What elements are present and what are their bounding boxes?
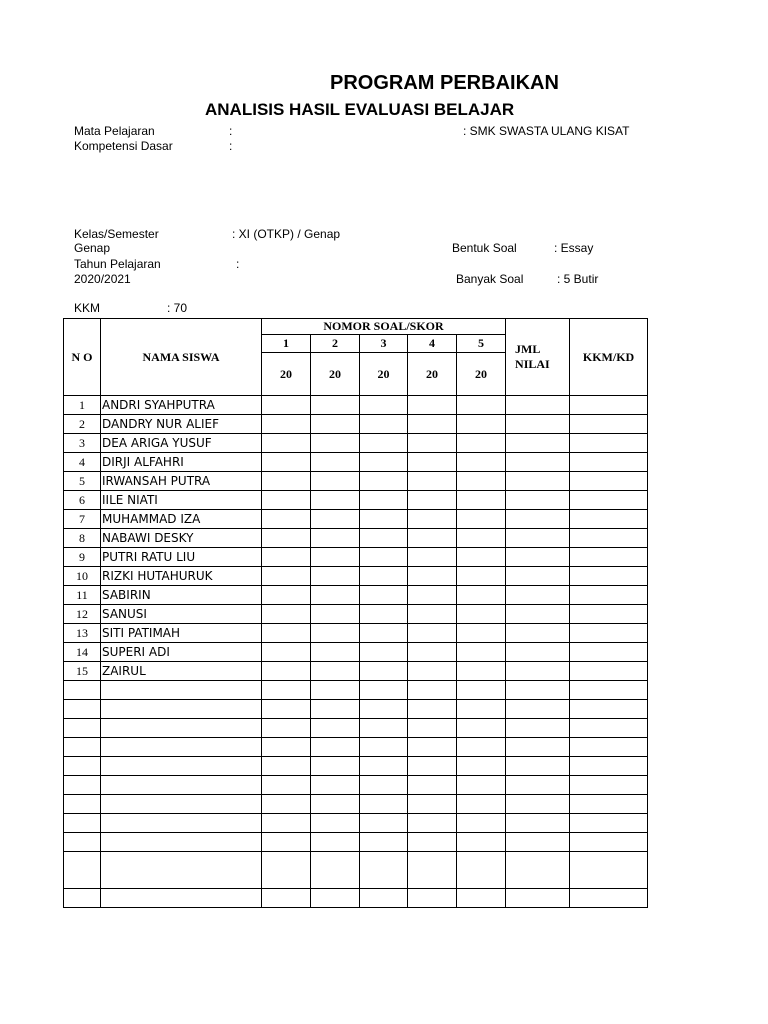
score-cell	[408, 529, 457, 548]
jml-nilai-cell	[506, 662, 570, 681]
kelas-label: Kelas/Semester	[74, 227, 159, 241]
tahun-colon: :	[236, 257, 240, 271]
row-number: 6	[64, 491, 101, 510]
score-cell	[457, 510, 506, 529]
jml-nilai-cell	[506, 529, 570, 548]
score-cell	[408, 662, 457, 681]
student-name: DIRJI ALFAHRI	[101, 453, 262, 472]
jml-nilai-cell	[506, 681, 570, 700]
kkm-cell	[570, 757, 648, 776]
kkm-value: : 70	[167, 301, 188, 315]
jml-nilai-cell	[506, 776, 570, 795]
kkm-cell	[570, 814, 648, 833]
score-cell	[408, 586, 457, 605]
student-row	[64, 434, 648, 453]
jml-nilai-cell	[506, 757, 570, 776]
question-number-5: 5	[457, 335, 506, 353]
kkm-cell	[570, 795, 648, 814]
kelas-wrap: Genap	[74, 241, 111, 255]
kkm-cell	[570, 624, 648, 643]
score-cell	[311, 681, 360, 700]
jml-nilai-cell	[506, 719, 570, 738]
row-number	[64, 719, 101, 738]
score-cell	[408, 415, 457, 434]
score-cell	[408, 738, 457, 757]
kkm-cell	[570, 396, 648, 415]
score-cell	[262, 700, 311, 719]
student-row	[64, 586, 648, 605]
score-cell	[262, 510, 311, 529]
question-score-1: 20	[262, 353, 311, 396]
score-cell	[262, 643, 311, 662]
mata-pelajaran-colon: :	[229, 124, 233, 138]
bentuk-soal-value: : Essay	[554, 241, 594, 255]
score-cell	[360, 510, 408, 529]
row-number: 15	[64, 662, 101, 681]
empty-row	[64, 700, 648, 719]
score-cell	[457, 643, 506, 662]
jml-nilai-cell	[506, 700, 570, 719]
score-cell	[457, 662, 506, 681]
student-name: PUTRI RATU LIU	[101, 548, 262, 567]
score-cell	[457, 472, 506, 491]
score-cell	[262, 396, 311, 415]
student-row	[64, 491, 648, 510]
score-cell	[408, 833, 457, 852]
jml-nilai-cell	[506, 605, 570, 624]
row-number: 1	[64, 396, 101, 415]
score-cell	[360, 548, 408, 567]
score-cell	[408, 453, 457, 472]
score-cell	[408, 472, 457, 491]
kkm-cell	[570, 833, 648, 852]
question-score-5: 20	[457, 353, 506, 396]
row-number: 14	[64, 643, 101, 662]
score-cell	[408, 643, 457, 662]
student-row	[64, 510, 648, 529]
score-cell	[311, 586, 360, 605]
kkm-label: KKM	[74, 301, 101, 315]
score-cell	[408, 757, 457, 776]
score-cell	[262, 548, 311, 567]
jml-nilai-cell	[506, 453, 570, 472]
score-cell	[360, 795, 408, 814]
score-cell	[457, 719, 506, 738]
student-row	[64, 567, 648, 586]
score-cell	[262, 889, 311, 908]
score-cell	[360, 738, 408, 757]
score-cell	[457, 396, 506, 415]
student-row	[64, 624, 648, 643]
question-number-4: 4	[408, 335, 457, 353]
row-number	[64, 700, 101, 719]
student-name	[101, 757, 262, 776]
student-row	[64, 453, 648, 472]
row-number: 11	[64, 586, 101, 605]
empty-row	[64, 738, 648, 757]
question-number-3: 3	[360, 335, 408, 353]
col-header-no: N O	[64, 319, 101, 396]
score-cell	[360, 472, 408, 491]
student-name: SITI PATIMAH	[101, 624, 262, 643]
score-cell	[311, 624, 360, 643]
score-cell	[457, 605, 506, 624]
score-cell	[457, 434, 506, 453]
score-cell	[360, 889, 408, 908]
kkm-cell	[570, 700, 648, 719]
row-number	[64, 776, 101, 795]
row-number: 9	[64, 548, 101, 567]
score-cell	[457, 852, 506, 889]
score-cell	[457, 757, 506, 776]
empty-row	[64, 795, 648, 814]
student-name: IILE NIATI	[101, 491, 262, 510]
jml-nilai-cell	[506, 548, 570, 567]
kkm-cell	[570, 738, 648, 757]
score-cell	[311, 529, 360, 548]
score-cell	[360, 529, 408, 548]
score-cell	[311, 757, 360, 776]
score-cell	[457, 453, 506, 472]
score-cell	[311, 662, 360, 681]
score-cell	[457, 700, 506, 719]
score-cell	[360, 624, 408, 643]
score-cell	[408, 776, 457, 795]
kkm-cell	[570, 719, 648, 738]
row-number: 12	[64, 605, 101, 624]
empty-row	[64, 757, 648, 776]
score-cell	[360, 434, 408, 453]
score-cell	[262, 491, 311, 510]
score-cell	[262, 852, 311, 889]
col-header-group: NOMOR SOAL/SKOR	[262, 319, 506, 335]
student-row	[64, 643, 648, 662]
row-number	[64, 738, 101, 757]
row-number: 8	[64, 529, 101, 548]
score-cell	[311, 795, 360, 814]
mata-pelajaran-label: Mata Pelajaran	[74, 124, 155, 138]
score-cell	[360, 396, 408, 415]
score-cell	[311, 415, 360, 434]
score-cell	[360, 681, 408, 700]
score-cell	[457, 681, 506, 700]
score-cell	[408, 719, 457, 738]
kkm-cell	[570, 472, 648, 491]
score-cell	[360, 586, 408, 605]
student-row	[64, 662, 648, 681]
empty-row	[64, 719, 648, 738]
kkm-cell	[570, 567, 648, 586]
banyak-soal-label: Banyak Soal	[456, 272, 524, 286]
col-header-name: NAMA SISWA	[101, 319, 262, 396]
score-cell	[457, 889, 506, 908]
score-cell	[360, 833, 408, 852]
empty-row	[64, 852, 648, 889]
empty-row	[64, 776, 648, 795]
student-row	[64, 415, 648, 434]
score-cell	[360, 643, 408, 662]
score-cell	[360, 491, 408, 510]
student-name	[101, 719, 262, 738]
score-cell	[262, 567, 311, 586]
kkm-cell	[570, 453, 648, 472]
row-number: 4	[64, 453, 101, 472]
score-cell	[311, 776, 360, 795]
score-cell	[311, 548, 360, 567]
score-cell	[311, 491, 360, 510]
student-name: MUHAMMAD IZA	[101, 510, 262, 529]
bentuk-soal-label: Bentuk Soal	[452, 241, 517, 255]
score-cell	[311, 567, 360, 586]
kkm-cell	[570, 529, 648, 548]
student-name	[101, 738, 262, 757]
score-cell	[360, 415, 408, 434]
jml-nilai-cell	[506, 889, 570, 908]
score-cell	[262, 757, 311, 776]
student-name: DANDRY NUR ALIEF	[101, 415, 262, 434]
jml-nilai-cell	[506, 643, 570, 662]
score-cell	[408, 605, 457, 624]
kkm-cell	[570, 548, 648, 567]
score-cell	[408, 681, 457, 700]
empty-row	[64, 681, 648, 700]
kkm-cell	[570, 662, 648, 681]
score-cell	[311, 700, 360, 719]
student-name	[101, 681, 262, 700]
score-cell	[311, 453, 360, 472]
score-cell	[262, 586, 311, 605]
score-cell	[457, 814, 506, 833]
score-cell	[360, 776, 408, 795]
student-name: SABIRIN	[101, 586, 262, 605]
jml-nilai-cell	[506, 415, 570, 434]
student-row	[64, 548, 648, 567]
kkm-cell	[570, 643, 648, 662]
jml-nilai-cell	[506, 491, 570, 510]
kkm-cell	[570, 605, 648, 624]
question-number-2: 2	[311, 335, 360, 353]
question-score-3: 20	[360, 353, 408, 396]
score-cell	[408, 510, 457, 529]
score-cell	[311, 605, 360, 624]
score-cell	[311, 738, 360, 757]
score-cell	[457, 624, 506, 643]
kompetensi-colon: :	[229, 139, 233, 153]
score-cell	[262, 795, 311, 814]
student-name	[101, 833, 262, 852]
kkm-cell	[570, 681, 648, 700]
student-row	[64, 472, 648, 491]
jml-nilai-cell	[506, 396, 570, 415]
score-cell	[457, 415, 506, 434]
col-header-kkm: KKM/KD	[570, 319, 648, 396]
score-cell	[360, 719, 408, 738]
kkm-cell	[570, 491, 648, 510]
row-number	[64, 681, 101, 700]
row-number	[64, 814, 101, 833]
student-row	[64, 605, 648, 624]
student-name	[101, 776, 262, 795]
student-name: DEA ARIGA YUSUF	[101, 434, 262, 453]
score-cell	[408, 814, 457, 833]
student-row	[64, 529, 648, 548]
score-cell	[360, 567, 408, 586]
question-number-1: 1	[262, 335, 311, 353]
kkm-cell	[570, 852, 648, 889]
score-cell	[262, 662, 311, 681]
tahun-label: Tahun Pelajaran	[74, 257, 161, 271]
empty-row	[64, 833, 648, 852]
student-name: ANDRI SYAHPUTRA	[101, 396, 262, 415]
score-cell	[360, 700, 408, 719]
score-cell	[408, 624, 457, 643]
score-cell	[262, 833, 311, 852]
score-cell	[408, 795, 457, 814]
score-cell	[262, 814, 311, 833]
score-cell	[311, 852, 360, 889]
student-name	[101, 889, 262, 908]
score-cell	[408, 491, 457, 510]
score-cell	[360, 453, 408, 472]
grade-table	[63, 318, 648, 908]
student-name: NABAWI DESKY	[101, 529, 262, 548]
score-cell	[311, 814, 360, 833]
kkm-cell	[570, 776, 648, 795]
kkm-cell	[570, 889, 648, 908]
page-subtitle: ANALISIS HASIL EVALUASI BELAJAR	[205, 100, 515, 119]
jml-nilai-cell	[506, 852, 570, 889]
row-number	[64, 852, 101, 889]
row-number	[64, 757, 101, 776]
score-cell	[360, 757, 408, 776]
row-number: 10	[64, 567, 101, 586]
school-name: : SMK SWASTA ULANG KISAT	[463, 124, 630, 138]
score-cell	[457, 586, 506, 605]
empty-row	[64, 814, 648, 833]
col-header-jml	[506, 319, 570, 396]
score-cell	[311, 510, 360, 529]
row-number: 7	[64, 510, 101, 529]
score-cell	[311, 833, 360, 852]
jml-nilai-cell	[506, 472, 570, 491]
score-cell	[360, 662, 408, 681]
row-number: 13	[64, 624, 101, 643]
row-number	[64, 833, 101, 852]
score-cell	[408, 852, 457, 889]
page-title: PROGRAM PERBAIKAN	[330, 72, 559, 94]
kelas-value: : XI (OTKP) / Genap	[232, 227, 341, 241]
score-cell	[311, 472, 360, 491]
score-cell	[262, 415, 311, 434]
student-name	[101, 700, 262, 719]
score-cell	[457, 567, 506, 586]
empty-row	[64, 889, 648, 908]
score-cell	[457, 738, 506, 757]
tahun-value: 2020/2021	[74, 272, 131, 286]
score-cell	[262, 529, 311, 548]
jml-nilai-cell	[506, 510, 570, 529]
score-cell	[408, 889, 457, 908]
score-cell	[408, 567, 457, 586]
student-name: ZAIRUL	[101, 662, 262, 681]
score-cell	[457, 529, 506, 548]
student-name: RIZKI HUTAHURUK	[101, 567, 262, 586]
row-number: 2	[64, 415, 101, 434]
score-cell	[360, 605, 408, 624]
score-cell	[408, 548, 457, 567]
jml-nilai-cell	[506, 795, 570, 814]
score-cell	[360, 814, 408, 833]
score-cell	[408, 396, 457, 415]
score-cell	[262, 605, 311, 624]
kkm-cell	[570, 510, 648, 529]
kompetensi-label: Kompetensi Dasar	[74, 139, 173, 153]
banyak-soal-value: : 5 Butir	[557, 272, 599, 286]
score-cell	[262, 719, 311, 738]
jml-nilai-cell	[506, 814, 570, 833]
score-cell	[311, 396, 360, 415]
score-cell	[408, 700, 457, 719]
score-cell	[311, 889, 360, 908]
student-name: SANUSI	[101, 605, 262, 624]
score-cell	[311, 434, 360, 453]
score-cell	[262, 776, 311, 795]
kkm-cell	[570, 586, 648, 605]
question-score-2: 20	[311, 353, 360, 396]
jml-nilai-cell	[506, 567, 570, 586]
student-name	[101, 852, 262, 889]
score-cell	[262, 624, 311, 643]
score-cell	[262, 453, 311, 472]
score-cell	[457, 795, 506, 814]
row-number: 3	[64, 434, 101, 453]
row-number	[64, 889, 101, 908]
jml-nilai-cell	[506, 434, 570, 453]
score-cell	[262, 472, 311, 491]
score-cell	[457, 833, 506, 852]
score-cell	[408, 434, 457, 453]
jml-nilai-cell	[506, 738, 570, 757]
row-number: 5	[64, 472, 101, 491]
col-header-jml-line1: JML	[515, 342, 541, 356]
col-header-jml-line2: NILAI	[515, 357, 550, 371]
student-name: IRWANSAH PUTRA	[101, 472, 262, 491]
score-cell	[360, 852, 408, 889]
score-cell	[457, 491, 506, 510]
row-number	[64, 795, 101, 814]
question-score-4: 20	[408, 353, 457, 396]
jml-nilai-cell	[506, 833, 570, 852]
score-cell	[311, 643, 360, 662]
score-cell	[457, 548, 506, 567]
jml-nilai-cell	[506, 624, 570, 643]
student-name	[101, 814, 262, 833]
score-cell	[457, 776, 506, 795]
score-cell	[311, 719, 360, 738]
kkm-cell	[570, 434, 648, 453]
student-name	[101, 795, 262, 814]
score-cell	[262, 681, 311, 700]
kkm-cell	[570, 415, 648, 434]
score-cell	[262, 738, 311, 757]
score-cell	[262, 434, 311, 453]
jml-nilai-cell	[506, 586, 570, 605]
student-row	[64, 396, 648, 415]
student-name: SUPERI ADI	[101, 643, 262, 662]
